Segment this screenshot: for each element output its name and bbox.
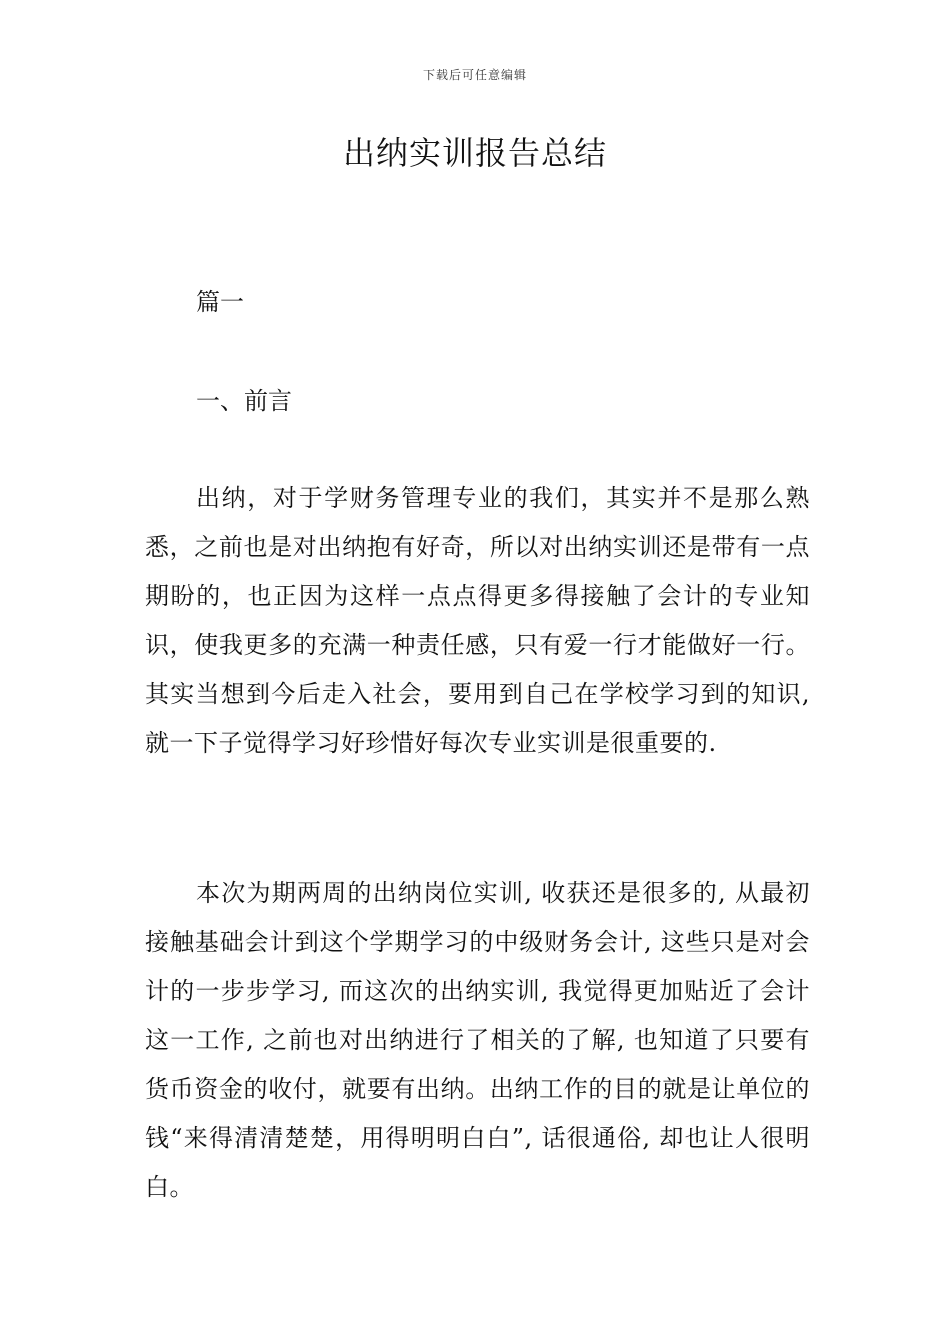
header-note: 下载后可任意编辑 bbox=[422, 68, 527, 82]
paragraph-experience: 本次为期两周的出纳岗位实训, 收获还是很多的, 从最初接触基础会计到这个学期学习的中级财务会计, 这些只是对会计的一步步学习, 而这次的出纳实训, 我觉得更加贴近了会计这一工作, 之前也对出纳进行了相关的了解, 也知道了只要有货币资金的收付，就要有出纳。出纳工作的目的就是让单位的钱“来得清清楚楚，用得明明白白”, 话很通俗, 却也让人很明白。 bbox=[145, 879, 810, 1201]
part-label: 篇一 bbox=[196, 288, 244, 316]
document-title: 出纳实训报告总结 bbox=[342, 134, 607, 172]
section-heading: 一、前言 bbox=[196, 387, 292, 415]
paragraph-intro: 出纳，对于学财务管理专业的我们，其实并不是那么熟悉，之前也是对出纳抱有好奇，所以对出纳实训还是带有一点期盼的，也正因为这样一点点得更多得接触了会计的专业知识，使我更多的充满一种责任感，只有爱一行才能做好一行。其实当想到今后走入社会，要用到自己在学校学习到的知识, 就一下子觉得学习好珍惜好每次专业实训是很重要的. bbox=[145, 484, 810, 757]
